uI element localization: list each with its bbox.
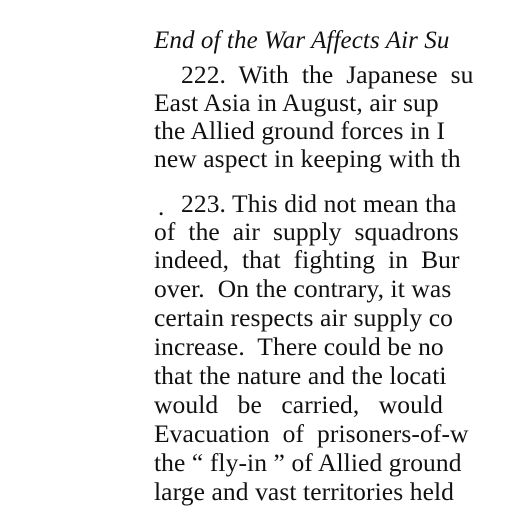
paragraph-222-line-3: the Allied ground forces in I: [154, 116, 446, 145]
paragraph-222-line-1: 222. With the Japanese su: [181, 60, 474, 89]
paragraph-222-line-2: East Asia in August, air sup: [154, 88, 439, 117]
margin-mark: .: [158, 194, 165, 221]
paragraph-223-line-10: the “ fly-in ” of Allied ground: [154, 448, 462, 477]
paragraph-223-line-3: indeed, that fighting in Bur: [154, 245, 460, 274]
paragraph-223-line-4: over. On the contrary, it was: [154, 274, 452, 303]
paragraph-223-line-11: large and vast territories held: [154, 477, 455, 506]
paragraph-223-line-9: Evacuation of prisoners-of-w: [154, 419, 469, 448]
paragraph-223-line-7: that the nature and the locati: [154, 361, 447, 390]
paragraph-222-line-4: new aspect in keeping with th: [154, 144, 461, 173]
paragraph-223-line-1: 223. This did not mean tha: [181, 189, 457, 218]
paragraph-223-line-2: of the air supply squadrons: [154, 217, 459, 246]
paragraph-223-line-5: certain respects air supply co: [154, 303, 453, 332]
paragraph-223-line-8: would be carried, would: [154, 390, 443, 419]
section-heading: End of the War Affects Air Su: [154, 27, 450, 54]
paragraph-223-line-6: increase. There could be no: [154, 332, 444, 361]
